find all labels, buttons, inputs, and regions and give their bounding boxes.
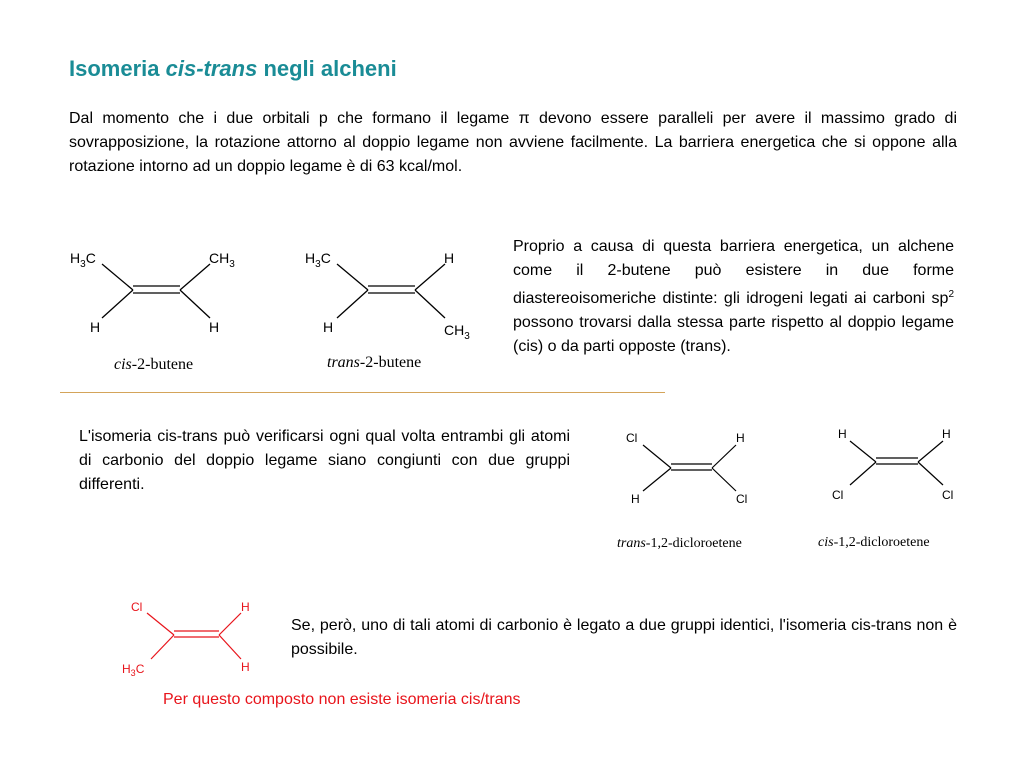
red-molecule-top-right-label: H: [241, 600, 250, 614]
cis-butene-top-left-label: $H_3C$: [70, 250, 96, 270]
identical-groups-paragraph: Se, però, uno di tali atomi di carbonio è legato a due gruppi identici, l'isomeria cis-trans non è possibile.: [291, 617, 957, 658]
butene-paragraph: Proprio a causa di questa barriera energetica, un alchene come il 2-butene può esistere in due forme diastereoisomeriche distinte: gli idrogeni legati ai carboni $sp^2$ possono trovarsi dalla stessa parte rispetto al doppio legame (cis) o da parti opposte (trans).: [513, 238, 954, 355]
page-title: [69, 56, 397, 82]
red-molecule-bottom-left-label: $H_3C$: [122, 662, 145, 678]
cis-dichloro-bottom-right-label: Cl: [942, 488, 954, 502]
trans-dichloroethene-structure: [620, 425, 770, 515]
red-molecule-structure: [115, 596, 265, 686]
cis-dichloro-caption: cis-1,2-dicloroetene: [818, 535, 930, 550]
cis-butene-caption: cis-2-butene: [114, 356, 194, 373]
red-molecule-top-left-label: Cl: [131, 600, 143, 614]
trans-dichloro-caption: trans-1,2-dicloroetene: [617, 536, 742, 551]
trans-butene-caption: trans-2-butene: [327, 354, 422, 371]
cis-butene-bottom-right-label: H: [209, 319, 220, 335]
trans-butene-bottom-left-label: H: [323, 319, 334, 335]
trans-butene-bottom-right-label: $CH_3$: [444, 322, 470, 342]
condition-paragraph: L'isomeria cis-trans può verificarsi ogni qual volta entrambi gli atomi di carbonio del doppio legame siano congiunti con due gruppi differenti.: [79, 428, 570, 493]
title-suffix: negli alcheni: [257, 56, 397, 81]
cis-butene-top-right-label: $CH_3$: [209, 250, 235, 270]
title-prefix: Isomeria: [69, 56, 166, 81]
trans-dichloro-bottom-left-label: H: [631, 492, 640, 506]
cis-butene-structure: [60, 240, 260, 350]
title-italic: cis-trans: [165, 56, 258, 81]
trans-butene-top-right-label: H: [444, 250, 455, 266]
cis-dichloro-top-right-label: H: [942, 427, 951, 441]
no-isomerism-note: Per questo composto non esiste isomeria cis/trans: [163, 691, 521, 708]
trans-dichloro-top-right-label: H: [736, 431, 745, 445]
cis-dichloro-bottom-left-label: Cl: [832, 488, 844, 502]
trans-dichloro-bottom-right-label: Cl: [736, 492, 748, 506]
red-molecule-bottom-right-label: H: [241, 660, 250, 674]
trans-butene-structure: [295, 240, 495, 350]
cis-dichloroethene-structure: [828, 422, 978, 512]
cis-dichloro-top-left-label: H: [838, 427, 847, 441]
intro-paragraph: Dal momento che i due orbitali p che formano il legame π devono essere paralleli per avere il massimo grado di sovrapposizione, la rotazione attorno al doppio legame non avviene facilmente. La barriera energetica che si oppone alla rotazione intorno ad un doppio legame è di 63 kcal/mol.: [69, 110, 957, 175]
trans-dichloro-top-left-label: Cl: [626, 431, 638, 445]
section-divider: [60, 392, 665, 393]
cis-butene-bottom-left-label: H: [90, 319, 101, 335]
trans-butene-top-left-label: $H_3C$: [305, 250, 331, 270]
